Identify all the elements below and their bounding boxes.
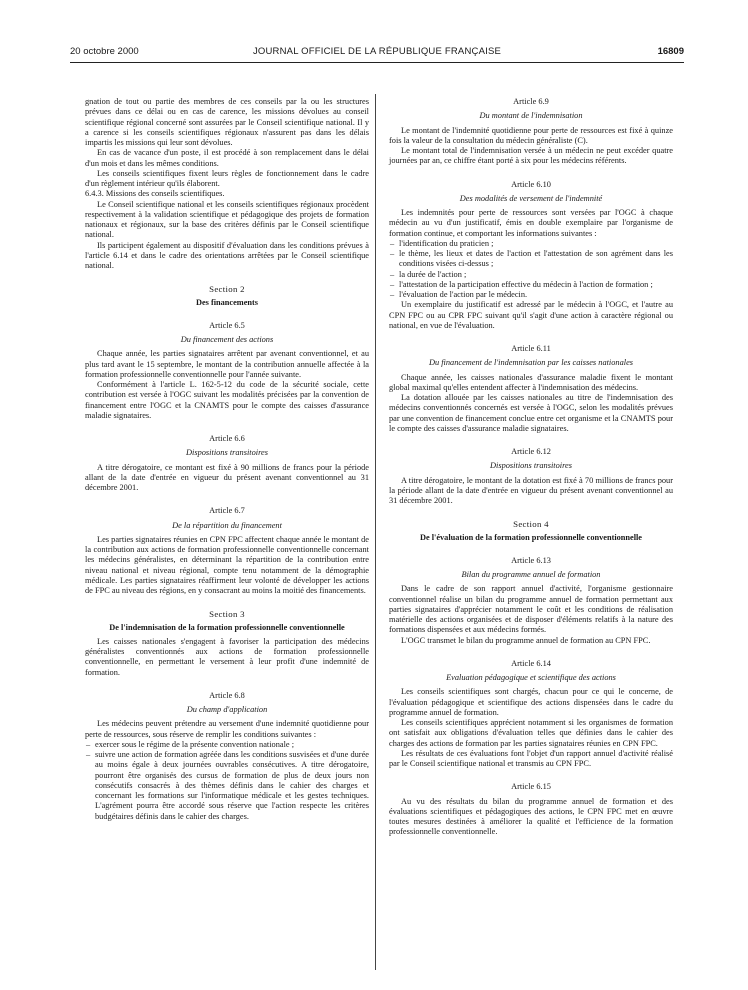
paragraph: gnation de tout ou partie des membres de ces conseils par la ou les structures prévues dans ce délai ou en cas de carence, les missions dévolues au conseil scientifique régional concerné sont assurées par le Conseil scientifique national. Il y a carence si les conseils scientifiques régionaux n'assurent pas dans les délais impartis les missions qui leur sont dévolues. <box>85 97 369 147</box>
article-label: Article 6.7 <box>209 506 245 516</box>
paragraph: Les conseils scientifiques sont chargés, chacun pour ce qui le concerne, de l'évaluation pédagogique et scientifique des actions dispensées dans le cadre du programme annuel de formation. <box>389 687 673 717</box>
paragraph: Au vu des résultats du bilan du programme annuel de formation et des évaluations scientifiques et pédagogiques des actions, le CPN FPC met en œuvre toutes mesures destinées à améliorer la qualité et l'efficience de la formation professionnelle conventionnelle. <box>389 796 673 837</box>
right-column <box>389 97 673 838</box>
article-title: Du montant de l'indemnisation <box>479 111 583 121</box>
article-title: Du financement de l'indemnisation par les caisses nationales <box>428 358 634 368</box>
paragraph: En cas de vacance d'un poste, il est procédé à son remplacement dans le délai d'un mois et dans les mêmes conditions. <box>85 148 369 168</box>
header-date: 20 octobre 2000 <box>70 46 139 57</box>
paragraph: Chaque année, les parties signataires arrêtent par avenant conventionnel, et au plus tard avant le 15 septembre, le montant de la contribution annuelle affectée à la formation professionnelle conventionnelle pour l'année suivante. <box>85 349 369 379</box>
paragraph: Conformément à l'article L. 162-5-12 du code de la sécurité sociale, cette contribution est versée à l'OGC suivant les modalités précisées par la convention de financement entre l'OGC et la CNAMTS pour le compte des caisses d'assurance maladie signataires. <box>85 380 369 420</box>
article-label: Article 6.12 <box>511 447 551 456</box>
paragraph: Un exemplaire du justificatif est adressé par le médecin à l'OGC, et l'autre au CPN FPC ou au CPR FPC suivant qu'il s'agit d'une action à caractère régional ou national, en vue de l'évaluation. <box>389 300 673 330</box>
header-rule <box>70 62 684 63</box>
section-label: Section 3 <box>209 609 245 620</box>
article-label: Article 6.9 <box>513 97 549 106</box>
page-number: 16809 <box>657 46 684 57</box>
article-label: Article 6.5 <box>209 320 245 330</box>
article-title: De la répartition du financement <box>172 520 282 530</box>
paragraph: L'OGC transmet le bilan du programme annuel de formation au CPN FPC. <box>401 635 651 645</box>
paragraph: A titre dérogatoire, le montant de la dotation est fixé à 70 millions de francs pour la période allant de la date d'entrée en vigueur du présent avenant conventionnel au 31 décembre 2001. <box>389 475 673 505</box>
left-column <box>85 97 369 822</box>
article-label: Article 6.11 <box>511 344 551 353</box>
subsection-heading: 6.4.3. Missions des conseils scientifiques. <box>85 189 225 199</box>
paragraph: Les caisses nationales s'engagent à favoriser la participation des médecins généralistes conventionnés aux actions de formation professionnelle conventionnelle, en permettant le versement à leur profit d'une indemnité de formation. <box>85 636 369 677</box>
list-item: – le thème, les lieux et dates de l'action et l'attestation de son agrément dans les conditions visées ci-dessus ; <box>399 249 673 270</box>
list-item: – la durée de l'action ; <box>399 270 673 280</box>
article-label: Article 6.10 <box>511 179 551 189</box>
paragraph: A titre dérogatoire, ce montant est fixé à 90 millions de francs pour la période allant de la date d'entrée en vigueur du présent avenant conventionnel au 31 décembre 2001. <box>85 462 369 492</box>
article-label: Article 6.6 <box>209 434 245 443</box>
paragraph: Les médecins peuvent prétendre au versement d'une indemnité quotidienne pour perte de ressources, sous réserve de remplir les conditions suivantes : <box>85 719 369 739</box>
paragraph: Les résultats de ces évaluations font l'objet d'un rapport annuel d'activité réalisé par le Conseil scientifique national et transmis au CPN FPC. <box>389 748 673 768</box>
conditions-list <box>85 740 369 822</box>
column-divider <box>375 94 376 970</box>
page-header <box>70 46 684 60</box>
information-list <box>389 239 673 301</box>
section-title: De l'évaluation de la formation professionnelle conventionnelle <box>419 532 642 542</box>
paragraph: Les indemnités pour perte de ressources sont versées par l'OGC à chaque médecin au vu d'un justificatif, émis en double exemplaire par l'organisme de formation continue, et comportant les informations suivantes : <box>389 208 673 238</box>
journal-title: JOURNAL OFFICIEL DE LA RÉPUBLIQUE FRANÇAISE <box>252 46 502 57</box>
section-title: De l'indemnisation de la formation professionnelle conventionnelle <box>109 622 345 632</box>
article-title: Du financement des actions <box>180 335 274 344</box>
list-item: – suivre une action de formation agréée dans les conditions susvisées et d'une durée au moins égale à deux journées ouvrables consécutives. A titre dérogatoire, pourront être organisés des cursus de formation de plus de deux jours non consécutifs consacrés à des thèmes définis dans le cahier des charges et concernant les formations sur l'informatique médicale et les gestes techniques. L'agrément pourra être accordé sous réserve que l'action respecte les critères budgétaires définis dans le cahier des charges. <box>95 750 369 822</box>
article-label: Article 6.13 <box>511 555 551 565</box>
paragraph: Les conseils scientifiques apprécient notamment si les organismes de formation ont satisfait aux obligations d'évaluation telles que définies dans le cahier des charges des actions de formation par les parties signataires réunies en CPN FPC. <box>389 718 673 748</box>
article-title: Dispositions transitoires <box>186 448 268 458</box>
article-title: Dispositions transitoires <box>490 461 572 471</box>
list-item: – l'identification du praticien ; <box>399 239 673 249</box>
article-label: Article 6.14 <box>511 658 551 668</box>
paragraph: La dotation allouée par les caisses nationales au titre de l'indemnisation des médecins conventionnés concernés est versée à l'OGC, selon les modalités prévues par une convention de financement conclue entre cet organisme et la CNAMTS pour le compte des caisses d'assurance maladie signataires. <box>389 393 673 433</box>
section-title: Des financements <box>196 297 258 307</box>
paragraph: Le Conseil scientifique national et les conseils scientifiques régionaux procèdent respectivement à la validation scientifique et pédagogique des projets de formation nationaux et régionaux, sur la base des critères définis par le Conseil scientifique national. <box>85 199 369 240</box>
paragraph: Le montant de l'indemnité quotidienne pour perte de ressources est fixé à quinze fois la valeur de la consultation du médecin généraliste (C). <box>389 125 673 145</box>
article-title: Bilan du programme annuel de formation <box>461 570 601 579</box>
list-item: – l'attestation de la participation effective du médecin à l'action de formation ; <box>399 280 673 290</box>
article-title: Evaluation pédagogique et scientifique des actions <box>446 673 616 682</box>
article-label: Article 6.8 <box>209 690 245 700</box>
paragraph: Les conseils scientifiques fixent leurs règles de fonctionnement dans le cadre d'un règlement intérieur qu'ils élaborent. <box>85 168 369 188</box>
paragraph: Chaque année, les caisses nationales d'assurance maladie fixent le montant global maximal qu'elles entendent affecter à l'indemnisation des médecins. <box>389 372 673 392</box>
article-title: Des modalités de versement de l'indemnité <box>459 193 603 203</box>
paragraph: Ils participent également au dispositif d'évaluation dans les conditions prévues à l'article 6.14 et dans le cadre des orientations arrêtées par le Conseil scientifique national. <box>85 240 369 270</box>
list-item: – exercer sous le régime de la présente convention nationale ; <box>95 740 369 750</box>
paragraph: Les parties signataires réunies en CPN FPC affectent chaque année le montant de la contribution aux actions de formation professionnelle conventionnelle concernant les médecins généralistes, en déterminant la répartition de la contribution entre niveau national et niveau régional, compte tenu notamment de la démographie médicale. Les parties signataires réaffirment leur volonté de développer les actions de FPC au niveau des régions, en y consacrant au moins la moitié des financements. <box>85 534 369 595</box>
paragraph: Dans le cadre de son rapport annuel d'activité, l'organisme gestionnaire conventionnel réalise un bilan du programme annuel de formation permettant aux parties signataires d'apprécier notamment le coût et les conditions de réalisation matérielle des actions organisées et de disposer d'éléments relatifs à la nature des formations dispensées et aux médecins formés. <box>389 584 673 635</box>
list-item: – l'évaluation de l'action par le médecin. <box>399 290 673 300</box>
section-label: Section 2 <box>209 284 245 295</box>
article-title: Du champ d'application <box>186 705 268 714</box>
section-label: Section 4 <box>513 519 549 530</box>
article-label: Article 6.15 <box>511 782 551 792</box>
paragraph: Le montant total de l'indemnisation versée à un médecin ne peut excéder quatre journées par an, ce chiffre étant porté à six pour les médecins référents. <box>389 146 673 166</box>
